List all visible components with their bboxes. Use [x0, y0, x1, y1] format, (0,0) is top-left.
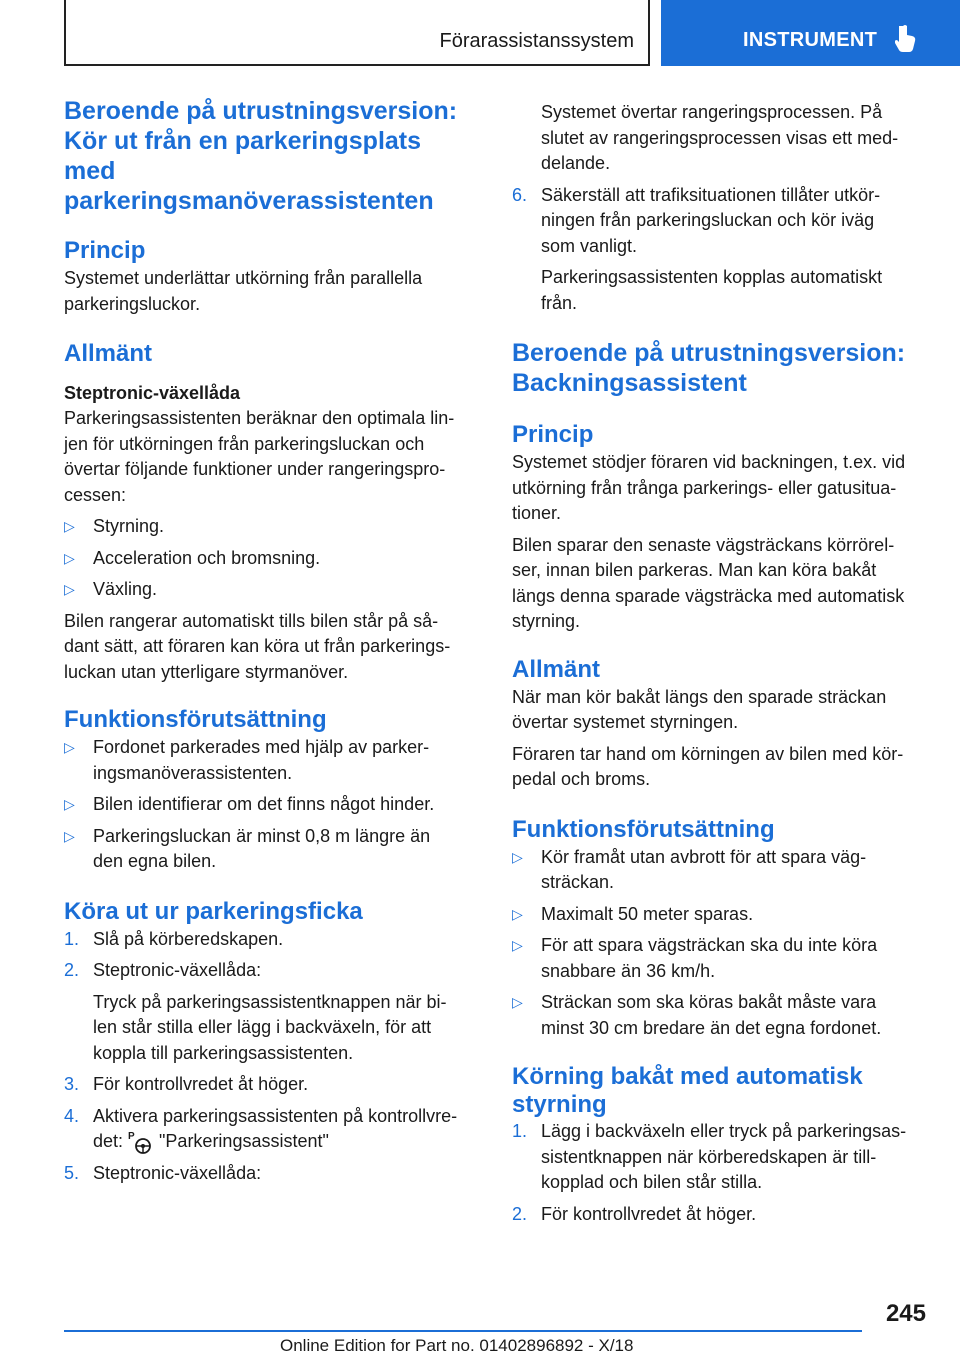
text-line: jen för utkörningen från parkeringsluckan och: [64, 433, 425, 454]
text-line: övertar systemet styrningen.: [512, 712, 739, 732]
bullet-marker: ▷: [64, 796, 75, 812]
section-title: Förarassistanssystem: [439, 30, 634, 52]
bullet-marker: ▷: [512, 994, 523, 1010]
step-list: [512, 1119, 930, 1227]
list-item-text: Styrning.: [93, 516, 165, 536]
footer-divider: [64, 1330, 862, 1332]
step-text: För kontrollvredet åt höger.: [541, 1203, 757, 1224]
step-text: sistentknappen när körberedskapen är till-: [541, 1146, 877, 1167]
function-list: [64, 514, 482, 603]
kora-ut-heading: Köra ut ur parkeringsficka: [64, 897, 363, 925]
list-item-text: sträckan.: [541, 872, 615, 892]
step-text: För kontrollvredet åt höger.: [93, 1074, 309, 1094]
step-text: Steptronic-växellåda:: [93, 960, 262, 980]
list-item: [512, 990, 930, 1041]
text-line: Systemet underlättar utkörning från parallella: [64, 268, 423, 288]
text-line: övertar följande funktioner under rangeringspro-: [64, 459, 446, 479]
princip-text-2: [512, 533, 930, 635]
right-main-heading: [512, 338, 930, 398]
allmant-text-2: [512, 742, 930, 793]
list-item-text: minst 30 cm bredare än det egna fordonet.: [541, 1017, 882, 1038]
list-item-text: Parkeringsluckan är minst 0,8 m längre än: [93, 825, 431, 846]
text-line: delande.: [541, 153, 611, 173]
hand-pointer-icon: [895, 24, 917, 52]
text-line: tioner.: [512, 503, 562, 523]
text-line: Bilen sparar den senaste vägsträckans körrörel-: [512, 534, 895, 555]
step-number: 3.: [64, 1074, 80, 1094]
text-line: Föraren tar hand om körningen av bilen med kör-: [512, 743, 904, 764]
list-item-text: För att spara vägsträckan ska du inte köra: [541, 935, 878, 955]
step-text-with-icon: [93, 1129, 482, 1155]
text-line: längs denna sparade vägsträcka med automatisk: [512, 585, 905, 606]
step-text: Säkerställ att trafiksituationen tillåter utkör-: [541, 184, 881, 205]
list-item: [64, 735, 482, 786]
steptronic-heading: Steptronic-växellåda: [64, 383, 241, 403]
list-item-text: snabbare än 36 km/h.: [541, 960, 716, 981]
bullet-marker: ▷: [64, 827, 75, 844]
footer-edition: Online Edition for Part no. 01402896892 - X/18: [280, 1336, 634, 1355]
step-number: 2.: [64, 960, 80, 980]
korning-heading: [512, 1063, 930, 1119]
bullet-marker: ▷: [64, 518, 75, 534]
list-item-text: Fordonet parkerades med hjälp av parker-: [93, 737, 430, 757]
list-item: [512, 933, 930, 984]
bullet-marker: ▷: [64, 581, 75, 597]
text-line: Parkeringsassistenten beräknar den optimala lin-: [64, 408, 455, 428]
text-line: koppla till parkeringsassistenten.: [93, 1042, 354, 1063]
heading-line: parkeringsmanöverassistenten: [64, 187, 434, 215]
text-line: Parkeringsassistenten kopplas automatiskt: [541, 267, 883, 287]
allmant-heading: Allmänt: [512, 655, 601, 683]
allmant-heading: Allmänt: [64, 340, 153, 367]
header-section-tab: [64, 0, 650, 66]
list-item-text: Maximalt 50 meter sparas.: [541, 903, 754, 924]
step-item: [64, 927, 482, 953]
step-number: 1.: [64, 928, 80, 949]
step-item: [512, 1202, 930, 1228]
funktion-heading: Funktionsförutsättning: [512, 815, 775, 843]
heading-line: styrning: [512, 1091, 607, 1118]
steptronic-text: [64, 406, 482, 508]
heading-line: Beroende på utrustningsversion:: [512, 339, 906, 367]
allmant-text: [512, 685, 930, 736]
step-item: [64, 1072, 482, 1098]
text-line: cessen:: [64, 484, 127, 505]
funktion-heading: Funktionsförutsättning: [64, 706, 327, 733]
left-main-heading: [64, 96, 482, 216]
bullet-marker: ▷: [64, 739, 75, 755]
list-item-text: ingsmanöverassistenten.: [93, 762, 293, 783]
text-line: ser, innan bilen parkeras. Man kan köra bakåt: [512, 560, 877, 580]
step6-subtext: [512, 265, 930, 316]
step-item: [64, 1161, 482, 1187]
header-chapter-tab: [661, 0, 960, 66]
text-line: Tryck på parkeringsassistentknappen när bi-: [93, 991, 447, 1012]
bullet-marker: ▷: [512, 905, 523, 922]
step-text: som vanligt.: [541, 235, 638, 256]
rangering-text: [64, 609, 482, 686]
list-item: [512, 845, 930, 896]
text-line: styrning.: [512, 611, 581, 631]
text-line: Systemet övertar rangeringsprocessen. På: [541, 102, 883, 122]
page-number: 245: [885, 1300, 926, 1327]
text-line: luckan utan ytterligare styrmanöver.: [64, 661, 349, 682]
step-text: Aktivera parkeringsassistenten på kontrollvre-: [93, 1105, 458, 1126]
heading-line: Kör ut från en parkeringsplats: [64, 127, 422, 155]
step-text: det:: [93, 1131, 124, 1151]
text-line: parkeringsluckor.: [64, 293, 201, 314]
text-line: len står stilla eller lägg i backväxeln, för att: [93, 1017, 432, 1037]
princip-heading: Princip: [512, 421, 594, 448]
step-subtext: [64, 990, 482, 1067]
bullet-marker: ▷: [512, 937, 523, 953]
step-number: 5.: [64, 1163, 80, 1184]
princip-heading: Princip: [64, 237, 146, 264]
list-item: [64, 577, 482, 603]
step-item: [64, 1104, 482, 1156]
prerequisite-list: [512, 845, 930, 1042]
list-item-text: Växling.: [93, 579, 158, 599]
heading-line: Körning bakåt med automatisk: [512, 1063, 863, 1090]
heading-line: Beroende på utrustningsversion:: [64, 97, 458, 125]
step-item: [512, 1119, 930, 1196]
right-column: [512, 96, 930, 1227]
parking-assistant-icon: [127, 1129, 153, 1155]
princip-text: [64, 266, 482, 317]
step-item: [512, 183, 930, 260]
princip-text: [512, 450, 930, 527]
list-item: [64, 546, 482, 572]
text-line: slutet av rangeringsprocessen visas ett med-: [541, 127, 899, 148]
text-line: pedal och broms.: [512, 769, 651, 789]
list-item-text: Kör framåt utan avbrott för att spara väg-: [541, 846, 867, 867]
text-line: När man kör bakåt längs den sparade sträckan: [512, 686, 887, 707]
svg-text:P: P: [128, 1131, 135, 1143]
text-line: från.: [541, 292, 578, 313]
step-list: [64, 927, 482, 1187]
prerequisite-list: [64, 735, 482, 875]
list-item-text: Acceleration och bromsning.: [93, 547, 321, 568]
heading-line: Backningsassistent: [512, 369, 747, 397]
text-line: Bilen rangerar automatiskt tills bilen står på så-: [64, 610, 439, 631]
step5-subtext: [512, 100, 930, 177]
heading-line: med: [64, 157, 116, 185]
step-number: 2.: [512, 1203, 528, 1224]
chapter-title: INSTRUMENT: [743, 29, 878, 51]
step-text: Slå på körberedskapen.: [93, 928, 284, 949]
step-text: kopplad och bilen står stilla.: [541, 1172, 763, 1192]
step-number: 6.: [512, 184, 528, 205]
text-line: Systemet stödjer föraren vid backningen, t.ex. vid: [512, 452, 906, 472]
list-item: [64, 514, 482, 540]
list-item-text: Sträckan som ska köras bakåt måste vara: [541, 992, 877, 1012]
step-text: "Parkeringsassistent": [159, 1131, 329, 1151]
text-line: utkörning från trånga parkerings- eller gatusitua-: [512, 477, 897, 498]
list-item-text: Bilen identifierar om det finns något hinder.: [93, 794, 435, 814]
list-item: [64, 824, 482, 875]
step-item: [64, 958, 482, 984]
step-text: Steptronic-växellåda:: [93, 1163, 262, 1184]
step-number: 4.: [64, 1105, 80, 1126]
step-text: Lägg i backväxeln eller tryck på parkeringsas-: [541, 1121, 907, 1141]
list-item-text: den egna bilen.: [93, 851, 217, 871]
text-line: dant sätt, att föraren kan köra ut från parkerings-: [64, 636, 451, 656]
step-number: 1.: [512, 1121, 528, 1141]
step-text: ningen från parkeringsluckan och kör iväg: [541, 210, 875, 230]
left-column: [64, 96, 482, 1187]
list-item: [512, 902, 930, 928]
bullet-marker: ▷: [64, 549, 75, 566]
bullet-marker: ▷: [512, 848, 523, 865]
list-item: [64, 792, 482, 818]
